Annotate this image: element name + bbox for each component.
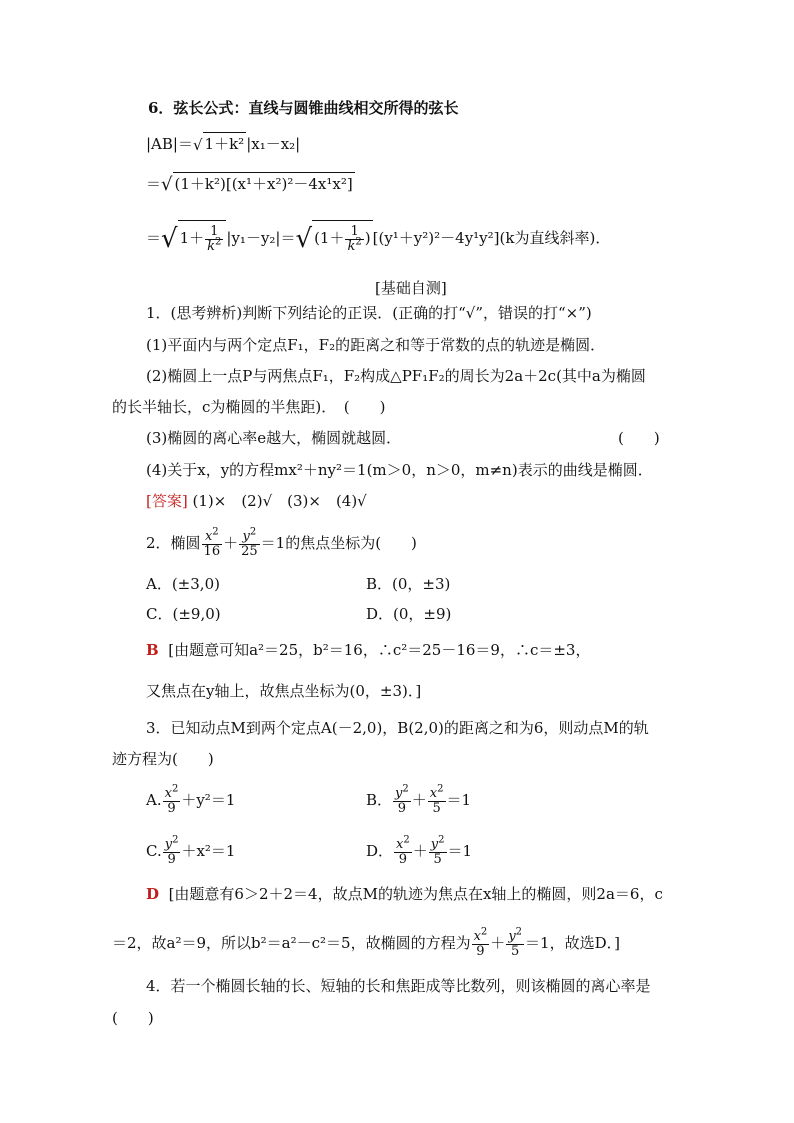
option-text: ＝1	[447, 842, 473, 861]
fraction: $\frac{1}{k^2}$	[347, 224, 362, 254]
solution-text: [由题意可知a²＝25，b²＝16，∴c²＝25－16＝9，∴c＝±3，	[168, 641, 591, 659]
q2-stem: 2．椭圆 $\frac{x^2}{16}$ ＋ $\frac{y^2}{25}$ ＝1的焦点坐标为( )	[146, 526, 417, 559]
q2-solution-2: 又焦点在y轴上，故焦点坐标为(0，±3)．]	[146, 682, 422, 700]
fraction: $\frac{y^2}{9}$	[395, 783, 409, 816]
chord-formula-heading: 6．弦长公式：直线与圆锥曲线相交所得的弦长	[148, 99, 459, 117]
q2-option-a: A．(±3,0)	[146, 575, 220, 593]
q1-statement-3-paren: ( )	[618, 429, 660, 447]
chord-formula-line-1	[146, 132, 300, 155]
q2-option-b: B．(0，±3)	[366, 575, 451, 593]
fraction: $\frac{x^2}{9}$	[473, 926, 488, 959]
option-text: ＝1	[446, 791, 472, 810]
q3-solution-1	[146, 884, 663, 904]
formula-text: ＝	[146, 229, 162, 248]
formula-radicand: 1＋ $\frac{1}{k^2}$	[178, 220, 227, 253]
sqrt-symbol: √	[192, 136, 203, 154]
sqrt-symbol: √	[295, 224, 313, 255]
formula-radicand: (1＋ $\frac{1}{k^2}$ )	[312, 220, 373, 253]
solution-text: [由题意有6＞2＋2＝4，故点M的轨迹为焦点在x轴上的椭圆，则2a＝6，c	[168, 885, 663, 903]
q3-option-c: C. $\frac{y^2}{9}$ ＋x²＝1	[146, 834, 236, 867]
formula-text: ＝	[146, 175, 162, 193]
q2-option-d: D．(0，±9)	[366, 605, 452, 623]
q3-solution-2: ＝2，故a²＝9，所以b²＝a²－c²＝5，故椭圆的方程为 $\frac{x^2}{9}$ ＋ $\frac{y^2}{5}$ ＝1，故选D．]	[112, 926, 620, 959]
stem-text: ＝1的焦点坐标为( )	[260, 534, 417, 553]
section-title: [基础自测]	[375, 279, 447, 297]
fraction: $\frac{x^2}{9}$	[396, 834, 410, 867]
answer-text: (1)× (2)√ (3)× (4)√	[192, 492, 367, 510]
q3-option-b: B． $\frac{y^2}{9}$ ＋ $\frac{x^2}{5}$ ＝1	[366, 783, 472, 816]
formula-text: |x₁－x₂|	[246, 135, 301, 153]
solution-text: ＝2，故a²＝9，所以b²＝a²－c²＝5，故椭圆的方程为	[112, 934, 471, 953]
solution-text: ＝1，故选D．]	[525, 934, 620, 953]
q1-stem: 1．(思考辨析)判断下列结论的正误．(正确的打“√”，错误的打“×”)	[146, 304, 592, 322]
q1-statement-1: (1)平面内与两个定点F₁，F₂的距离之和等于常数的点的轨迹是椭圆．	[146, 336, 606, 354]
q1-statement-2a: (2)椭圆上一点P与两焦点F₁，F₂构成△PF₁F₂的周长为2a＋2c(其中a为椭圆	[146, 367, 646, 385]
q4-stem-2: ( )	[112, 1009, 154, 1027]
q3-option-a: A. $\frac{x^2}{9}$ ＋y²＝1	[146, 783, 236, 816]
formula-radicand: 1＋k²	[203, 132, 247, 154]
q1-statement-3: (3)椭圆的离心率e越大，椭圆就越圆．	[146, 429, 402, 447]
q3-option-d: D． $\frac{x^2}{9}$ ＋ $\frac{y^2}{5}$ ＝1	[366, 834, 473, 867]
option-text: ＋x²＝1	[181, 842, 236, 861]
fraction: $\frac{y^2}{9}$	[164, 834, 179, 867]
answer-tag: [答案]	[146, 492, 188, 510]
answer-letter: B	[146, 641, 159, 659]
formula-radicand: (1＋k²)[(x¹＋x²)²－4x¹x²]	[173, 172, 355, 194]
fraction: $\frac{x^2}{9}$	[164, 783, 179, 816]
sqrt-symbol: √	[161, 174, 173, 195]
q4-stem-1: 4．若一个椭圆长轴的长、短轴的长和焦距成等比数列，则该椭圆的离心率是	[146, 977, 651, 995]
formula-text: [(y¹＋y²)²－4y¹y²](k为直线斜率)．	[372, 229, 611, 248]
q1-answer	[146, 491, 367, 511]
answer-letter: D	[146, 885, 160, 903]
q3-stem-1: 3．已知动点M到两个定点A(－2,0)，B(2,0)的距离之和为6，则动点M的轨	[146, 719, 649, 737]
q1-statement-2b: 的长半轴长，c为椭圆的半焦距)． ( )	[112, 398, 386, 416]
fraction: $\frac{y^2}{25}$	[241, 526, 258, 559]
fraction: $\frac{x^2}{5}$	[429, 783, 444, 816]
chord-formula-line-2	[146, 172, 355, 195]
q3-stem-2: 迹方程为( )	[112, 750, 214, 768]
fraction: $\frac{1}{k^2}$	[207, 224, 222, 254]
q2-option-c: C．(±9,0)	[146, 605, 221, 623]
fraction: $\frac{x^2}{16}$	[203, 526, 221, 559]
fraction: $\frac{y^2}{5}$	[508, 926, 523, 959]
formula-text: |AB|＝	[146, 135, 193, 153]
sqrt-symbol: √	[161, 224, 178, 255]
q2-solution-1	[146, 640, 590, 660]
chord-formula-line-3	[146, 220, 610, 253]
option-text: ＋y²＝1	[181, 791, 236, 810]
stem-text: 2．椭圆	[146, 534, 201, 553]
q1-statement-4: (4)关于x，y的方程mx²＋ny²＝1(m＞0，n＞0，m≠n)表示的曲线是椭圆．	[146, 461, 653, 479]
formula-text: |y₁－y₂|＝	[226, 229, 296, 248]
fraction: $\frac{y^2}{5}$	[430, 834, 445, 867]
